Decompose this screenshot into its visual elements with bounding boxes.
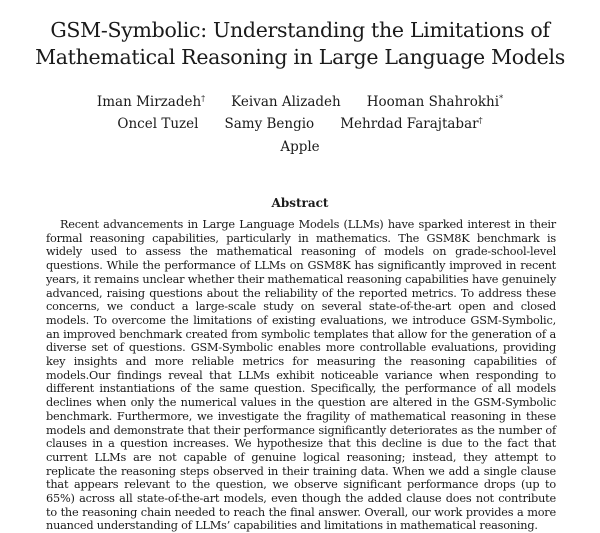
- author: Iman Mirzadeh†: [96, 94, 206, 110]
- author-footnote-mark: †: [478, 116, 483, 125]
- author-row-1: [0, 90, 600, 111]
- author: Keivan Alizadeh: [231, 94, 341, 110]
- abstract-text: Recent advancements in Large Language Models (LLMs) have sparked interest in their formal reasoning capabilities, particularly in mathematics. The GSM8K benchmark is widely used to assess the mathematical reasoning of models on grade-school-level questions. While the performance of LLMs on GSM8K has significantly improved in recent years, it remains unclear whether their mathematical reasoning capabilities have genuinely advanced, raising questions about the reliability of the reported metrics. To address these concerns, we conduct a large-scale study on several state-of-the-art open and closed models. To overcome the limitations of existing evaluations, we introduce GSM-Symbolic, an improved benchmark created from symbolic templates that allow for the generation of a diverse set of questions. GSM-Symbolic enables more controllable evaluations, providing key insights and more reliable metrics for measuring the reasoning capabilities of models.Our findings reveal that LLMs exhibit noticeable variance when responding to different instantiations of the same question. Specifically, the performance of all models declines when only the numerical values in the question are altered in the GSM-Symbolic benchmark. Furthermore, we investigate the fragility of mathematical reasoning in these models and demonstrate that their performance significantly deteriorates as the number of clauses in a question increases. We hypothesize that this decline is due to the fact that current LLMs are not capable of genuine logical reasoning; instead, they attempt to replicate the reasoning steps observed in their training data. When we add a single clause that appears relevant to the question, we observe significant performance drops (up to 65%) across all state-of-the-art models, even though the added clause does not contribute to the reasoning chain needed to reach the final answer. Overall, our work provides a more nuanced understanding of LLMs’ capabilities and limitations in mathematical reasoning.: [46, 218, 556, 533]
- author-footnote-mark: *: [499, 94, 504, 103]
- paper-title-line-1: GSM-Symbolic: Understanding the Limitations of: [50, 18, 550, 42]
- paper-title: [0, 17, 600, 71]
- abstract-heading: Abstract: [271, 196, 329, 210]
- author: Hooman Shahrokhi*: [366, 94, 504, 110]
- paper-title-line-2: Mathematical Reasoning in Large Language Models: [35, 45, 565, 69]
- affiliation: Apple: [280, 139, 320, 155]
- author: Oncel Tuzel: [117, 116, 199, 132]
- author-row-2: [0, 112, 600, 133]
- author: Mehrdad Farajtabar†: [340, 116, 483, 132]
- author: Samy Bengio: [224, 116, 315, 132]
- author-footnote-mark: †: [201, 94, 206, 103]
- author-list: [0, 90, 600, 133]
